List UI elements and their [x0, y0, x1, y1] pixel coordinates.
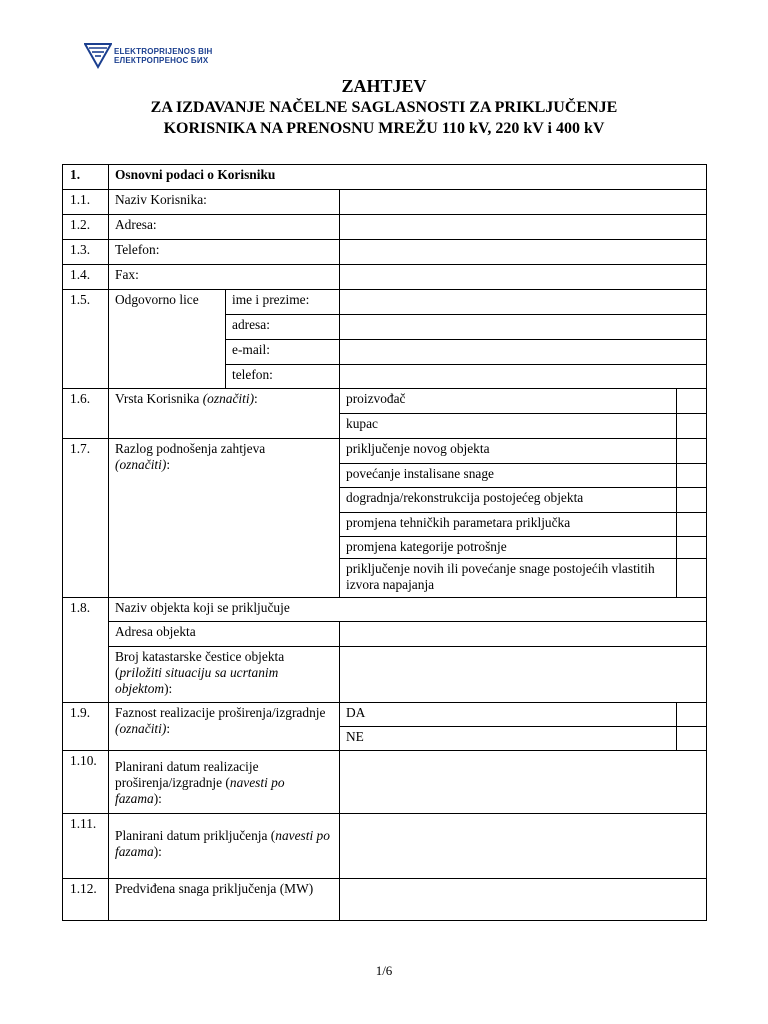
company-logo [84, 40, 234, 70]
section-number: 1. [63, 165, 109, 190]
option-label: promjena tehničkih parametara priključka [340, 513, 677, 537]
row-telefon [63, 240, 707, 265]
row-naziv-objekta [63, 598, 707, 622]
row-adresa [63, 215, 707, 240]
row-number: 1.12. [63, 879, 109, 921]
field-label: Planirani datum realizacije proširenja/izgradnje (navesti po fazama): [109, 751, 340, 814]
option-label: NE [340, 727, 677, 751]
option-checkbox[interactable] [677, 488, 707, 513]
adresa-objekta-input[interactable] [340, 622, 707, 647]
naziv-korisnika-input[interactable] [340, 190, 707, 215]
field-label: Telefon: [109, 240, 340, 265]
option-label: povećanje instalisane snage [340, 464, 677, 488]
row-number: 1.3. [63, 240, 109, 265]
page-number: 1/6 [375, 963, 393, 978]
sub-field-label: ime i prezime: [226, 290, 340, 315]
option-label: dogradnja/rekonstrukcija postojećeg objekta [340, 488, 677, 513]
ime-prezime-input[interactable] [340, 290, 707, 315]
option-label: priključenje novog objekta [340, 439, 677, 464]
katastarska-cestica-input[interactable] [340, 647, 707, 703]
field-label: Predviđena snaga priključenja (MW) [109, 879, 340, 921]
option-checkbox[interactable] [677, 414, 707, 439]
row-number: 1.1. [63, 190, 109, 215]
option-label: promjena kategorije potrošnje [340, 537, 677, 559]
row-number: 1.11. [63, 814, 109, 879]
document-title: ZAHTJEV [341, 76, 427, 96]
field-label: Adresa objekta [109, 622, 340, 647]
row-katastarska-cestica [63, 647, 707, 703]
fax-input[interactable] [340, 265, 707, 290]
adresa-input[interactable] [340, 215, 707, 240]
option-checkbox[interactable] [677, 727, 707, 751]
row-naziv-korisnika [63, 190, 707, 215]
row-number: 1.8. [63, 598, 109, 703]
row-odgovorno-lice [63, 290, 707, 315]
field-label: Odgovorno lice [109, 290, 226, 389]
option-checkbox[interactable] [677, 513, 707, 537]
row-fax [63, 265, 707, 290]
row-snaga-prikljucenja [63, 879, 707, 921]
option-checkbox[interactable] [677, 439, 707, 464]
document-subtitle [0, 97, 768, 139]
option-checkbox[interactable] [677, 464, 707, 488]
option-checkbox[interactable] [677, 559, 707, 598]
logo-line-cyrillic: ЕЛЕКТРОПРЕНОС БИХ [114, 56, 209, 65]
row-datum-prikljucenja [63, 814, 707, 879]
row-number: 1.10. [63, 751, 109, 814]
row-faznost [63, 703, 707, 727]
row-number: 1.4. [63, 265, 109, 290]
field-label: Adresa: [109, 215, 340, 240]
row-vrsta-korisnika [63, 389, 707, 414]
field-label: Broj katastarske čestice objekta (priložiti situaciju sa ucrtanim objektom): [109, 647, 340, 703]
row-datum-realizacije [63, 751, 707, 814]
option-checkbox[interactable] [677, 389, 707, 414]
field-label: Faznost realizacije proširenja/izgradnje (označiti): [109, 703, 340, 751]
row-number: 1.2. [63, 215, 109, 240]
row-number: 1.7. [63, 439, 109, 598]
row-number: 1.9. [63, 703, 109, 751]
section-title: Osnovni podaci o Korisniku [109, 165, 707, 190]
telefon-input[interactable] [340, 240, 707, 265]
sub-field-label: e-mail: [226, 340, 340, 365]
lice-telefon-input[interactable] [340, 365, 707, 389]
logo-line-latin: ELEKTROPRIJENOS BIH [114, 47, 213, 56]
sub-field-label: adresa: [226, 315, 340, 340]
option-checkbox[interactable] [677, 537, 707, 559]
subtitle-line-2: KORISNIKA NA PRENOSNU MREŽU 110 kV, 220 kV i 400 kV [163, 120, 605, 137]
lice-adresa-input[interactable] [340, 315, 707, 340]
field-label: Razlog podnošenja zahtjeva (označiti): [109, 439, 340, 598]
lice-email-input[interactable] [340, 340, 707, 365]
row-razlog [63, 439, 707, 464]
field-label: Vrsta Korisnika (označiti): [109, 389, 340, 439]
snaga-prikljucenja-input[interactable] [340, 879, 707, 921]
subtitle-line-1: ZA IZDAVANJE NAČELNE SAGLASNOSTI ZA PRIKLJUČENJE [150, 99, 618, 116]
datum-prikljucenja-input[interactable] [340, 814, 707, 879]
option-label: proizvođač [340, 389, 677, 414]
request-form-table [62, 164, 707, 921]
field-label: Planirani datum priključenja (navesti po fazama): [109, 814, 340, 879]
datum-realizacije-input[interactable] [340, 751, 707, 814]
option-label: priključenje novih ili povećanje snage postojećih vlastitih izvora napajanja [340, 559, 677, 598]
sub-field-label: telefon: [226, 365, 340, 389]
option-checkbox[interactable] [677, 703, 707, 727]
field-label: Naziv objekta koji se priključuje [109, 598, 707, 622]
field-label: Fax: [109, 265, 340, 290]
section-header-row [63, 165, 707, 190]
option-label: DA [340, 703, 677, 727]
field-label: Naziv Korisnika: [109, 190, 340, 215]
row-adresa-objekta [63, 622, 707, 647]
row-number: 1.5. [63, 290, 109, 389]
row-number: 1.6. [63, 389, 109, 439]
option-label: kupac [340, 414, 677, 439]
logo-mark-icon [84, 40, 112, 70]
